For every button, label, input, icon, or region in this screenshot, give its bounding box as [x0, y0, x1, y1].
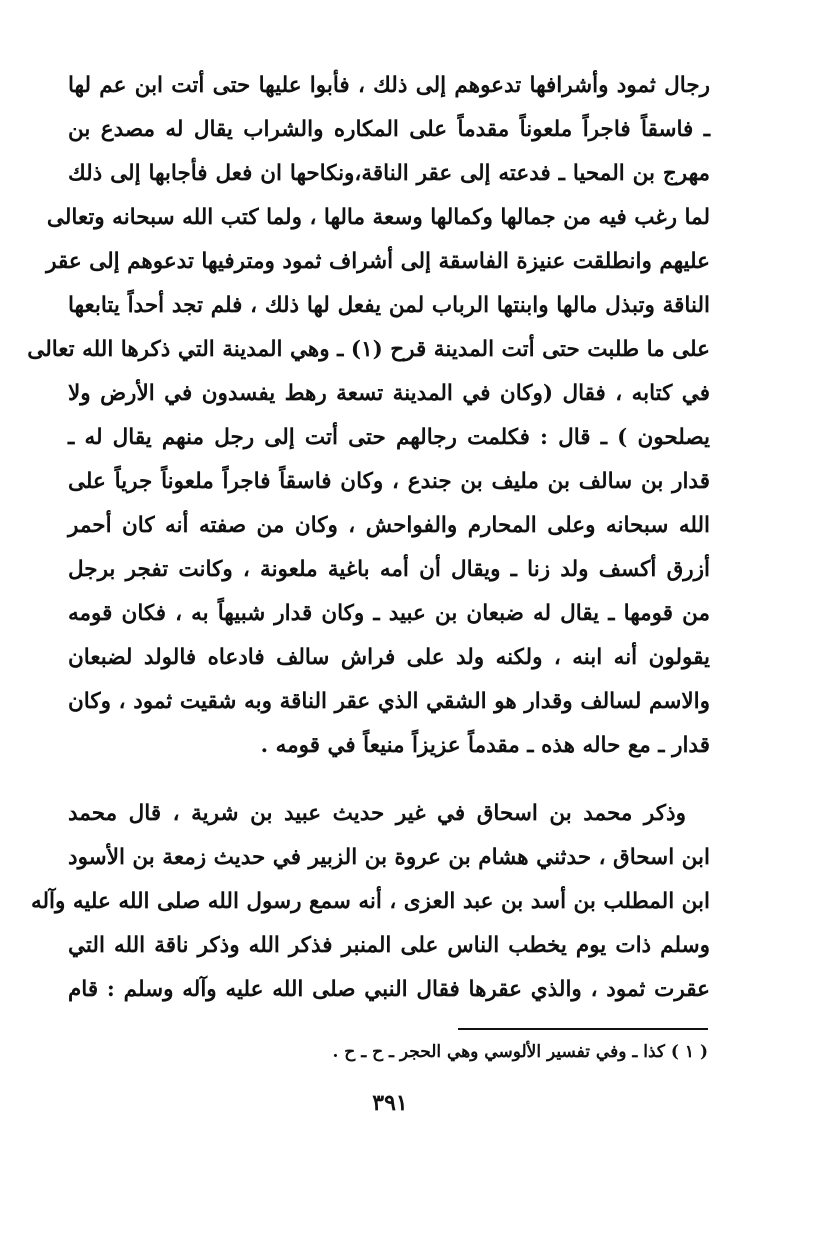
text-line: الناقة وتبذل مالها وابنتها الرباب لمن يفعل لها ذلك ، فلم تجد أحداً يتابعها: [68, 293, 710, 318]
text-line: ابن اسحاق ، حدثني هشام بن عروة بن الزبير في حديث زمعة بن الأسود: [68, 845, 710, 870]
text-line: والاسم لسالف وقدار هو الشقي الذي عقر الناقة وبه شقيت ثمود ، وكان: [68, 689, 710, 714]
text-line: وذكر محمد بن اسحاق في غير حديث عبيد بن شرية ، قال محمد: [68, 801, 686, 826]
paragraph-2: [30, 794, 710, 1014]
footnote: ( ١ ) كذا ـ وفي تفسير الألوسي وهي الحجر ـ ح ـ ح .: [332, 1042, 708, 1062]
text-line: في كتابه ، فقال (وكان في المدينة تسعة رهط يفسدون في الأرض ولا: [68, 381, 710, 406]
text-line: الله سبحانه وعلى المحارم والفواحش ، وكان من صفته أنه كان أحمر: [68, 513, 710, 538]
text-line: يصلحون ) ـ قال : فكلمت رجالهم حتى أتت إلى رجل منهم يقال له ـ: [68, 425, 710, 450]
text-line: ـ فاسقاً فاجراً ملعوناً مقدماً على المكاره والشراب يقال له مصدع بن: [68, 117, 710, 142]
text-line: قدار بن سالف بن مليف بن جندع ، وكان فاسقاً فاجراً ملعوناً جرياً على: [68, 469, 710, 494]
text-line: عليهم وانطلقت عنيزة الفاسقة إلى أشراف ثمود ومترفيها تدعوهم إلى عقر: [46, 249, 710, 274]
text-line: ابن المطلب بن أسد بن عبد العزى ، أنه سمع رسول الله صلى الله عليه وآله: [30, 889, 710, 914]
text-line: رجال ثمود وأشرافها تدعوهم إلى ذلك ، فأبوا عليها حتى أتت ابن عم لها: [68, 73, 710, 98]
text-line: عقرت ثمود ، والذي عقرها فقال النبي صلى الله عليه وآله وسلم : قام: [68, 977, 710, 1002]
text-line: وسلم ذات يوم يخطب الناس على المنبر فذكر الله وذكر ناقة الله التي: [68, 933, 710, 958]
footnote-divider: [458, 1028, 708, 1030]
text-line: أزرق أكسف ولد زنا ـ ويقال أن أمه باغية ملعونة ، وكانت تفجر برجل: [68, 557, 710, 582]
text-line: من قومها ـ يقال له ضبعان بن عبيد ـ وكان قدار شبيهاً به ، فكان قومه: [68, 601, 710, 626]
page-number: ٣٩١: [372, 1090, 408, 1116]
text-line: يقولون أنه ابنه ، ولكنه ولد على فراش سالف فادعاه فالولد لضبعان: [68, 645, 710, 670]
text-line: مهرج بن المحيا ـ فدعته إلى عقر الناقة،ونكاحها ان فعل فأجابها إلى ذلك: [68, 161, 710, 186]
paragraph-1: [27, 66, 710, 786]
text-line: على ما طلبت حتى أتت المدينة قرح (١) ـ وهي المدينة التي ذكرها الله تعالى: [27, 337, 710, 362]
text-line: قدار ـ مع حاله هذه ـ مقدماً عزيزاً منيعاً في قومه .: [260, 733, 710, 758]
text-line: لما رغب فيه من جمالها وكمالها وسعة مالها ، ولما كتب الله سبحانه وتعالى: [46, 205, 710, 230]
